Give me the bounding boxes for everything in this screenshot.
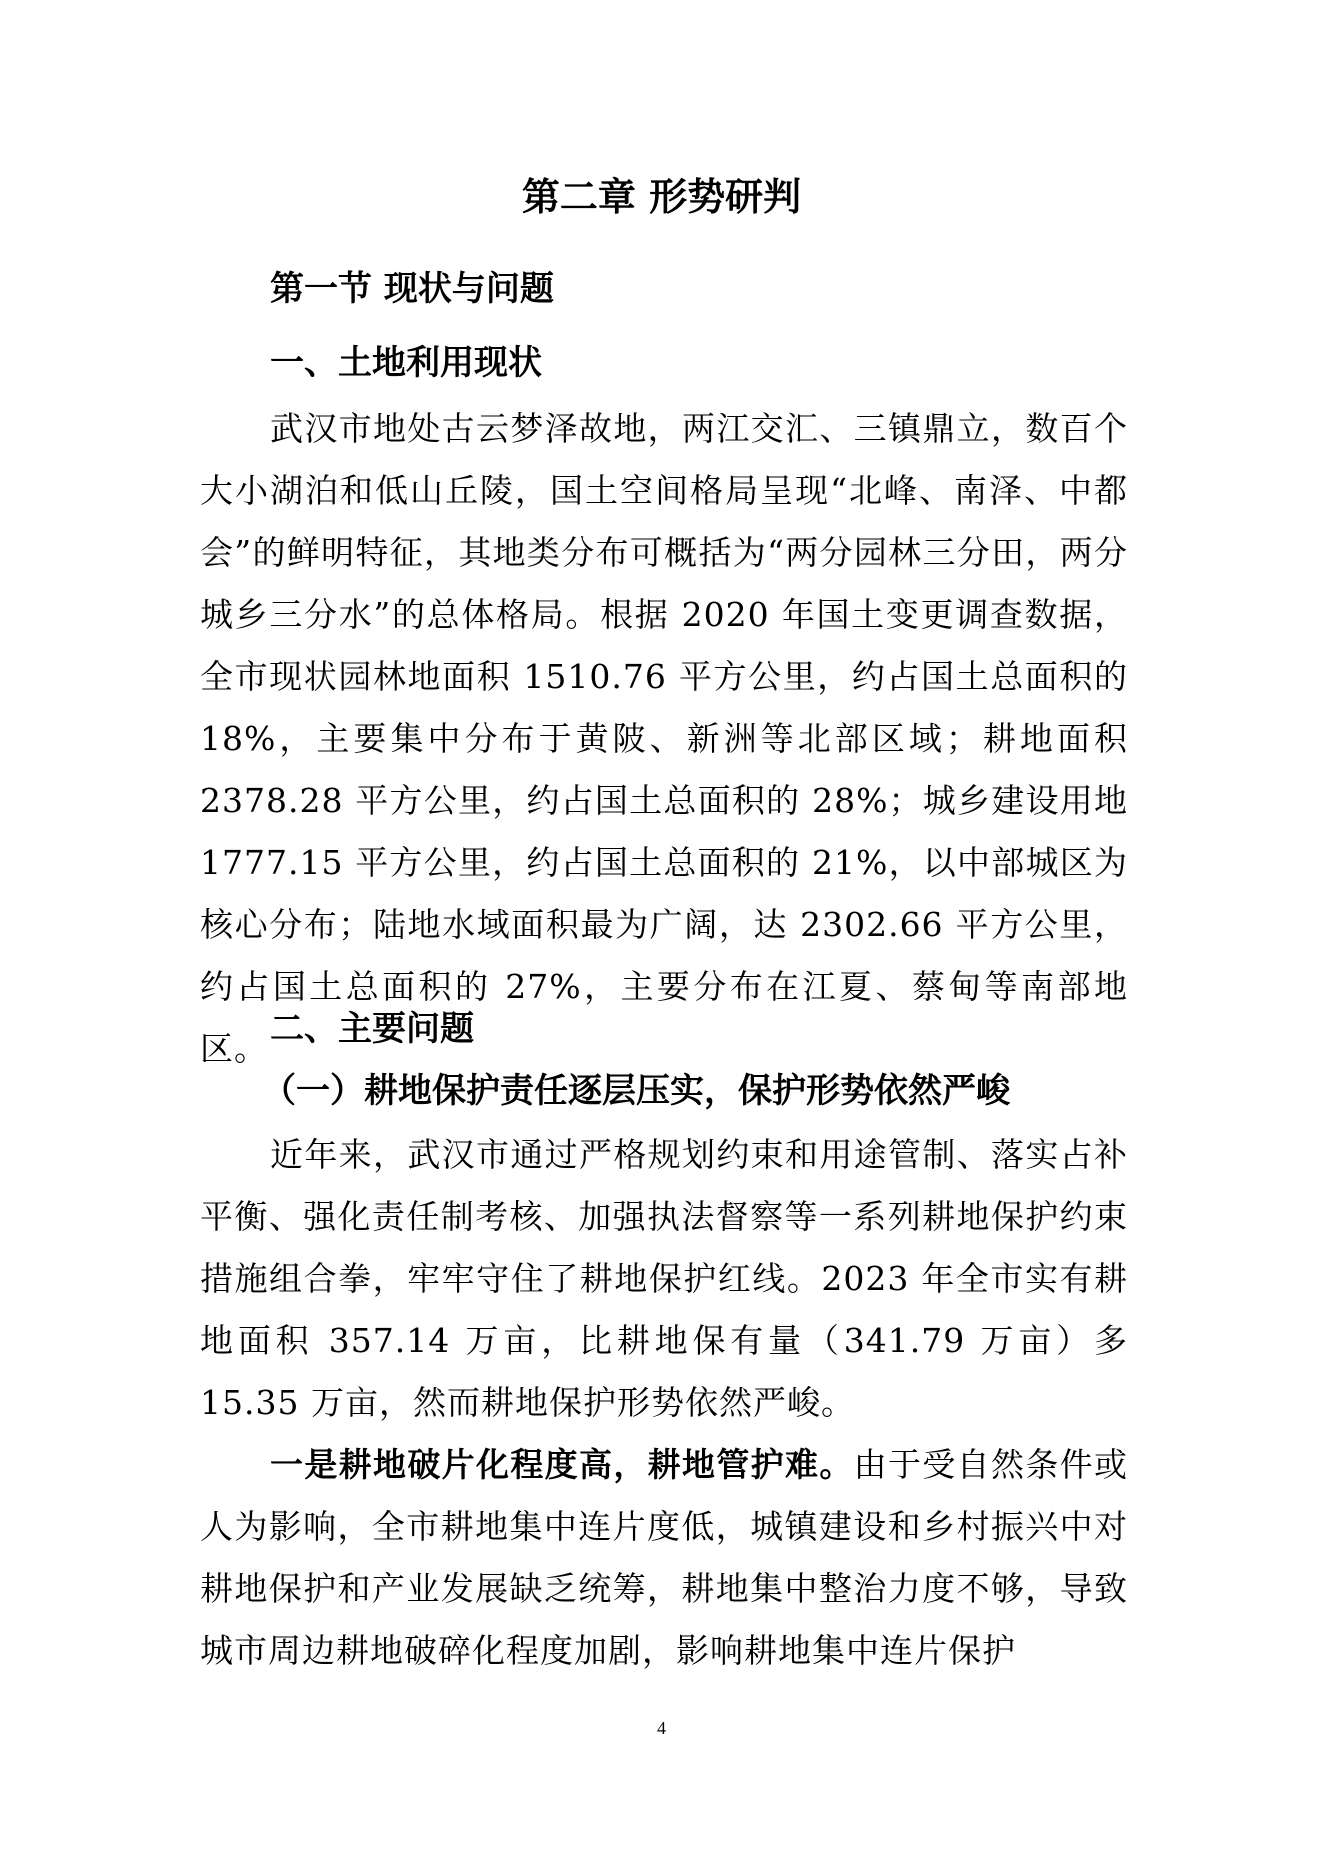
point1-lead: 一是耕地破片化程度高，耕地管护难。: [270, 1445, 854, 1484]
point1-text: 由于受自然条件或人为影响，全市耕地集中连片度低，城镇建设和乡村振兴中对耕地保护和产业发展缺乏统筹，耕地集中整治力度不够，导致城市周边耕地破碎化程度加剧，影响耕地集中连片保护: [200, 1445, 1129, 1670]
paragraph-land-use-status: 武汉市地处古云梦泽故地，两江交汇、三镇鼎立，数百个大小湖泊和低山丘陵，国土空间格局呈现“北峰、南泽、中都会”的鲜明特征，其地类分布可概括为“两分园林三分田，两分城乡三分水”的总体格局。根据 2020 年国土变更调查数据，全市现状园林地面积 1510.76 平方公里，约占国土总面积的 18%，主要集中分布于黄陂、新洲等北部区域；耕地面积 2378.28 平方公里，约占国土总面积的 28%；城乡建设用地 1777.15 平方公里，约占国土总面积的 21%，以中部城区为核心分布；陆地水域面积最为广阔，达 2302.66 平方公里，约占国土总面积的 27%，主要分布在江夏、蔡甸等南部地区。: [200, 409, 1128, 1068]
heading-main-problems: 二、主要问题: [270, 1009, 474, 1049]
page-number: 4: [657, 1718, 666, 1738]
chapter-title: 第二章 形势研判: [521, 175, 802, 219]
section-title: 第一节 现状与问题: [270, 269, 554, 309]
subheading-farmland-protection: （一）耕地保护责任逐层压实，保护形势依然严峻: [262, 1071, 1010, 1111]
paragraph-fragmentation: [200, 1434, 1128, 1682]
heading-land-use-status: 一、土地利用现状: [270, 343, 542, 383]
paragraph-farmland-protection: 近年来，武汉市通过严格规划约束和用途管制、落实占补平衡、强化责任制考核、加强执法督察等一系列耕地保护约束措施组合拳，牢牢守住了耕地保护红线。2023 年全市实有耕地面积 357.14 万亩，比耕地保有量（341.79 万亩）多 15.35 万亩，然而耕地保护形势依然严峻。: [200, 1135, 1128, 1422]
